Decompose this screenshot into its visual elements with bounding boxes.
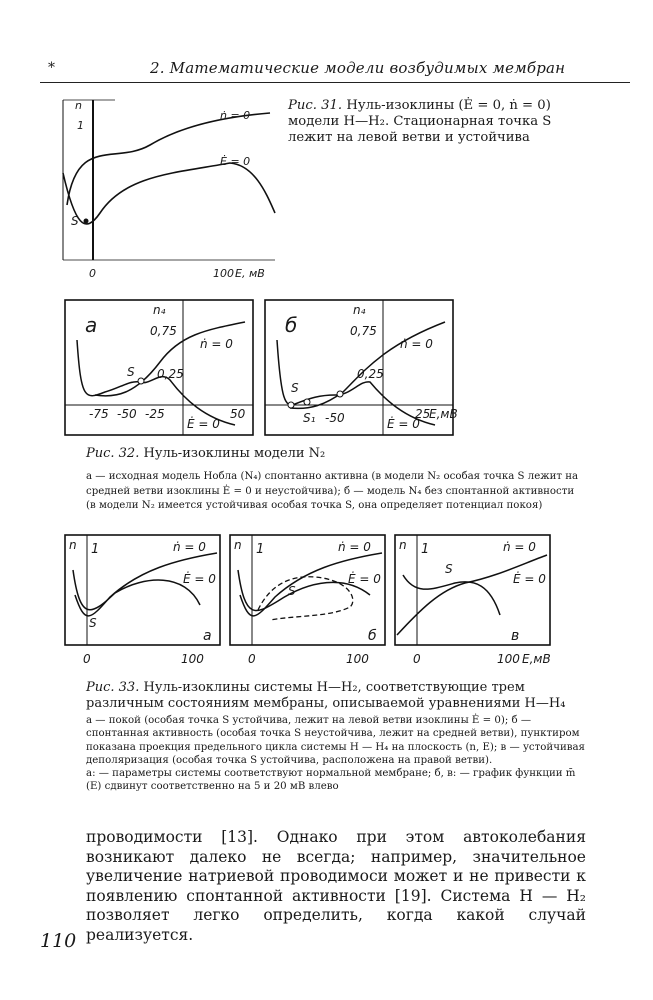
fig33c-n-nullcline xyxy=(397,555,547,635)
page-number: 110 xyxy=(40,930,77,952)
fig32b-t025: 0,25 xyxy=(357,367,384,381)
fig32b-point-3 xyxy=(337,391,343,397)
fig33c-n: n xyxy=(399,538,407,552)
fig32a-x-m25: -25 xyxy=(145,407,165,421)
fig33b-n-label: ṅ = 0 xyxy=(338,540,371,554)
fig32b-x-25: 25 xyxy=(415,407,431,421)
figure-33c xyxy=(395,535,575,670)
fig33a-x0: 0 xyxy=(83,652,91,666)
fig33c-e-label: Ė = 0 xyxy=(513,572,546,586)
fig31-n-label: ṅ = 0 xyxy=(220,109,251,122)
fig33a-letter: а xyxy=(203,628,212,644)
fig31-y-tick: 1 xyxy=(77,119,84,132)
fig32b-point-s1 xyxy=(304,399,310,405)
fig32b-t075: 0,75 xyxy=(350,324,377,338)
fig33-caption-label: Рис. 33. xyxy=(86,680,140,695)
fig32-caption-text: Нуль-изоклины модели N₂ xyxy=(143,446,326,461)
body-paragraph: проводимости [13]. Однако при этом автоколебания возникают далеко не всегда; например, значительное увеличение натриевой проводимоси может и не привести к появлению спонтанной активности [19]. Система Н — Н₂ позволяет легко определить, когда какой случай реализуется. xyxy=(86,828,586,944)
fig33b-s: S xyxy=(288,584,296,598)
fig33a-one: 1 xyxy=(91,542,100,557)
fig32a-point-label: S xyxy=(127,365,135,379)
fig32a-n-label: ṅ = 0 xyxy=(200,337,233,351)
figure-32a xyxy=(65,300,255,440)
fig33-note xyxy=(86,714,586,794)
fig33c-s: S xyxy=(445,562,453,576)
fig32a-x-m75: -75 xyxy=(89,407,109,421)
figure-33a xyxy=(65,535,230,670)
fig31-point-s xyxy=(84,219,89,224)
fig33-caption xyxy=(86,680,586,711)
fig33-note-line-2: а: — параметры системы соответствуют нормальной мембране; б, в: — график функции m̄ (E) сдвинут соответственно на 5 и 20 мВ влево xyxy=(86,768,576,793)
fig33a-e-label: Ė = 0 xyxy=(183,572,216,586)
fig33a-n: n xyxy=(69,538,77,552)
header-marker: * xyxy=(48,60,55,76)
fig33b-e-label: Ė = 0 xyxy=(348,572,381,586)
fig33c-n-label: ṅ = 0 xyxy=(503,540,536,554)
fig32a-letter: а xyxy=(85,313,98,337)
fig31-e-nullcline xyxy=(63,163,275,224)
fig33b-x0: 0 xyxy=(248,652,256,666)
fig31-x-tick-100: 100 xyxy=(213,267,234,280)
fig32a-e-label: Ė = 0 xyxy=(187,417,220,431)
fig33c-letter: в xyxy=(511,628,520,644)
fig31-point-label: S xyxy=(71,214,79,228)
fig33b-one: 1 xyxy=(256,542,265,557)
fig32b-x-unit: E,мВ xyxy=(429,407,458,421)
fig31-x-tick-0: 0 xyxy=(89,267,96,280)
fig31-caption-label: Рис. 31. xyxy=(288,98,343,113)
fig32-note: а — исходная модель Нобла (N₄) спонтанно активна (в модели N₂ особая точка S лежит на средней ветви изоклины Ė = 0 и неустойчива); б — модель N₄ без спонтанной активности (в модели N₂ имеется устойчивая особая точка S, она определяет потенциал покоя) xyxy=(86,471,579,511)
fig31-e-label: Ė = 0 xyxy=(220,155,251,168)
fig32a-point-s xyxy=(138,378,144,384)
fig32b-n-label: ṅ = 0 xyxy=(400,337,433,351)
fig31-caption xyxy=(288,98,588,146)
fig33a-e-nullcline xyxy=(73,570,200,610)
figure-31 xyxy=(55,95,285,285)
fig32a-t075: 0,75 xyxy=(150,324,177,338)
fig33-caption-text: Нуль-изоклины системы Н—Н₂, соответствующие трем различным состояниям мембраны, описываемой уравнениями Н—Н₄ xyxy=(86,680,566,711)
figure-32b xyxy=(265,300,458,440)
fig32a-t025: 0,25 xyxy=(157,367,184,381)
fig33b-letter: б xyxy=(368,628,377,644)
fig32a-y-label: n₄ xyxy=(153,303,166,317)
fig31-caption-text: Нуль-изоклины (Ė = 0, ṅ = 0) модели Н—Н₂. Стационарная точка S лежит на левой ветви и устойчива xyxy=(288,98,552,145)
fig32-caption-label: Рис. 32. xyxy=(86,446,140,461)
fig31-x-label: E, мВ xyxy=(235,267,265,280)
fig32b-e-label: Ė = 0 xyxy=(387,417,420,431)
fig32b-point-s1-label: S₁ xyxy=(303,411,316,425)
figure-33b xyxy=(230,535,395,670)
fig33-note-line-1: а — покой (особая точка S устойчива, лежит на левой ветви изоклины Ė = 0); б — спонтанная активность (особая точка S неустойчива, лежит на средней ветви), пунктиром показана проекция предельного цикла системы Н — Н₄ на плоскость (n, E); в — устойчивая деполяризация (особая точка S устойчива, расположена на правой ветви). xyxy=(86,715,585,766)
fig33b-x100: 100 xyxy=(346,652,369,666)
fig33a-n-label: ṅ = 0 xyxy=(173,540,206,554)
fig32b-y-label: n₄ xyxy=(353,303,366,317)
fig33c-e-nullcline xyxy=(403,575,500,615)
fig31-y-label: n xyxy=(75,99,82,112)
running-header xyxy=(40,58,630,83)
fig32-caption xyxy=(86,446,325,461)
fig33c-x-unit: E,мВ xyxy=(522,652,551,666)
fig32b-point-s xyxy=(288,402,294,408)
fig32b-point-label: S xyxy=(291,381,299,395)
fig33a-s: S xyxy=(89,616,97,630)
fig33b-n: n xyxy=(234,538,242,552)
header-title: 2. Математические модели возбудимых мембран xyxy=(150,59,566,77)
fig32a-x-50: 50 xyxy=(230,407,246,421)
fig32b-letter: б xyxy=(285,313,298,337)
fig32a-x-m50: -50 xyxy=(117,407,137,421)
fig33a-x100: 100 xyxy=(181,652,204,666)
fig32b-x-m50: -50 xyxy=(325,411,345,425)
fig32b-e-nullcline xyxy=(277,340,435,425)
fig33c-one: 1 xyxy=(421,542,430,557)
fig33c-x100: 100 xyxy=(497,652,520,666)
fig33c-x0: 0 xyxy=(413,652,421,666)
